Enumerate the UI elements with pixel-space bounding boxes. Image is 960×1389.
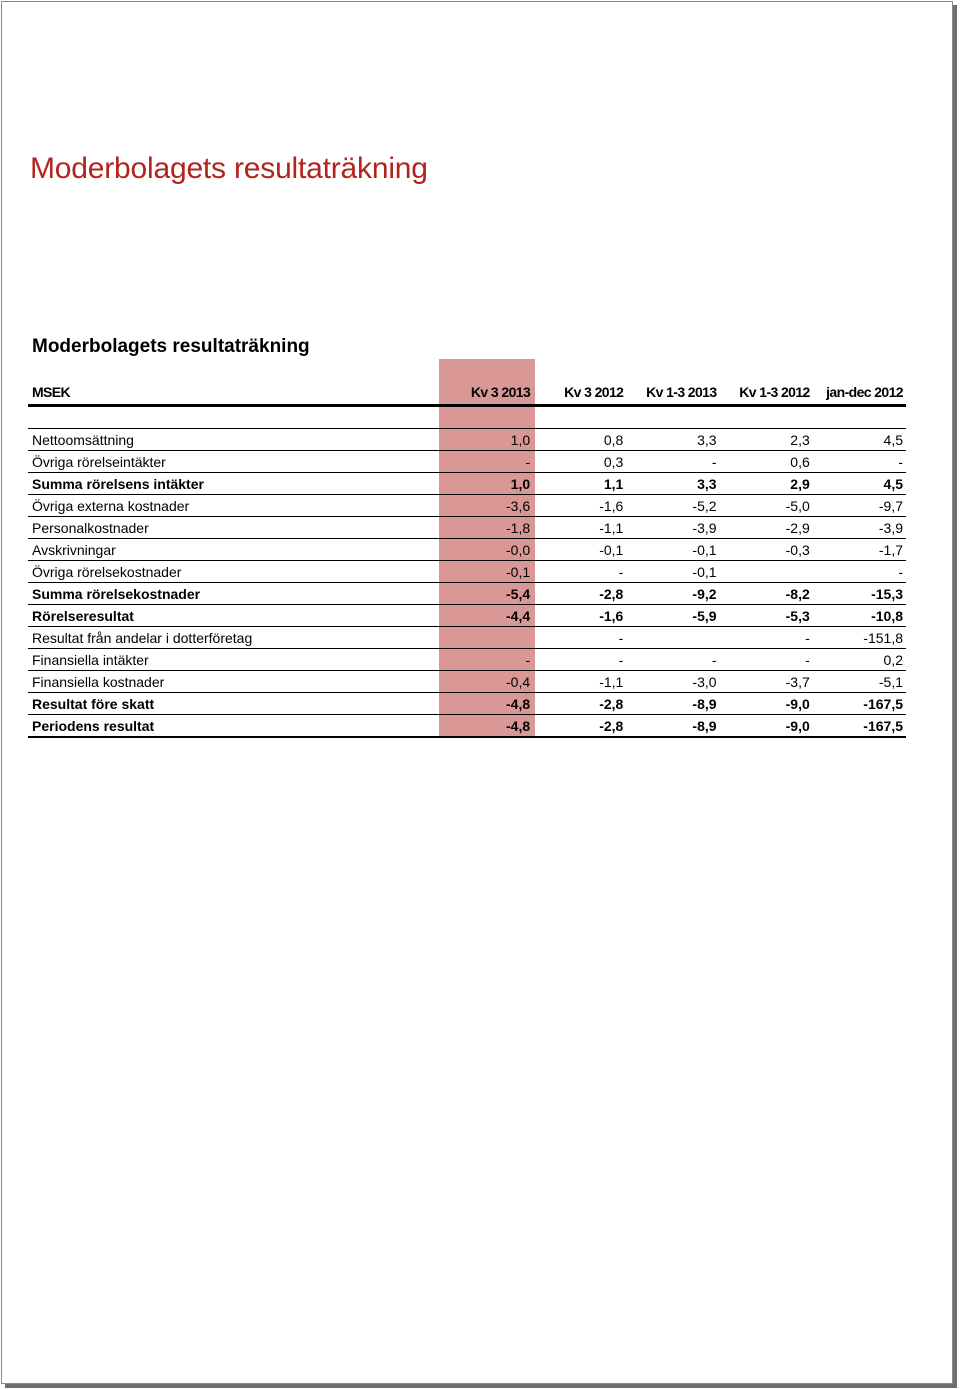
row-value: -1,6	[533, 605, 626, 627]
row-value: -2,8	[533, 715, 626, 738]
row-label: Finansiella kostnader	[28, 671, 440, 693]
row-value: 3,3	[626, 429, 719, 451]
row-label: Övriga rörelsekostnader	[28, 561, 440, 583]
column-header: Kv 1-3 2013	[626, 380, 719, 406]
row-value: -0,4	[440, 671, 533, 693]
row-value: -	[813, 561, 906, 583]
table-row	[28, 649, 906, 671]
row-value: -	[813, 451, 906, 473]
table-row	[28, 561, 906, 583]
row-value: -167,5	[813, 715, 906, 738]
table-row	[28, 517, 906, 539]
row-value: 1,0	[440, 473, 533, 495]
row-value: -8,9	[626, 693, 719, 715]
row-value: -0,3	[720, 539, 813, 561]
row-value: 0,8	[533, 429, 626, 451]
row-label: Övriga externa kostnader	[28, 495, 440, 517]
row-value: 1,1	[533, 473, 626, 495]
table-title: Moderbolagets resultaträkning	[32, 336, 310, 357]
row-value: 2,3	[720, 429, 813, 451]
row-value: -	[440, 451, 533, 473]
row-value: -4,4	[440, 605, 533, 627]
row-value: -8,9	[626, 715, 719, 738]
row-value: -1,8	[440, 517, 533, 539]
row-value: -10,8	[813, 605, 906, 627]
row-value: -5,3	[720, 605, 813, 627]
row-value: 1,0	[440, 429, 533, 451]
row-value: -	[720, 627, 813, 649]
row-value: -0,1	[626, 539, 719, 561]
row-value	[440, 627, 533, 649]
column-header: Kv 3 2012	[533, 380, 626, 406]
table-row	[28, 473, 906, 495]
row-label: Personalkostnader	[28, 517, 440, 539]
row-value	[720, 561, 813, 583]
row-value: 4,5	[813, 429, 906, 451]
table-row	[28, 429, 906, 451]
row-value: -0,1	[440, 561, 533, 583]
column-header: Kv 1-3 2012	[720, 380, 813, 406]
spacer-row	[28, 406, 906, 429]
income-statement-table	[28, 380, 906, 738]
table-row	[28, 605, 906, 627]
row-value: -2,8	[533, 583, 626, 605]
table-header-row	[28, 380, 906, 406]
row-value: -8,2	[720, 583, 813, 605]
table-row	[28, 693, 906, 715]
unit-label: MSEK	[28, 380, 440, 406]
row-value: -9,0	[720, 715, 813, 738]
row-value: -	[533, 649, 626, 671]
row-value: -15,3	[813, 583, 906, 605]
row-value: -	[533, 627, 626, 649]
table-row	[28, 495, 906, 517]
row-value: -1,1	[533, 671, 626, 693]
table-row	[28, 627, 906, 649]
row-value: 2,9	[720, 473, 813, 495]
table-row	[28, 539, 906, 561]
row-value: -0,1	[533, 539, 626, 561]
row-value: -9,2	[626, 583, 719, 605]
row-value: -151,8	[813, 627, 906, 649]
row-value: 3,3	[626, 473, 719, 495]
table-body	[28, 406, 906, 738]
row-label: Summa rörelsekostnader	[28, 583, 440, 605]
row-value: -5,4	[440, 583, 533, 605]
row-value: -9,0	[720, 693, 813, 715]
row-label: Periodens resultat	[28, 715, 440, 738]
table-row	[28, 583, 906, 605]
row-value: -5,1	[813, 671, 906, 693]
row-label: Rörelseresultat	[28, 605, 440, 627]
row-label: Avskrivningar	[28, 539, 440, 561]
row-value: -1,1	[533, 517, 626, 539]
row-value: -3,9	[813, 517, 906, 539]
row-value: -1,6	[533, 495, 626, 517]
table-row	[28, 671, 906, 693]
row-value	[626, 627, 719, 649]
row-label: Övriga rörelseintäkter	[28, 451, 440, 473]
row-label: Resultat före skatt	[28, 693, 440, 715]
row-value: -	[533, 561, 626, 583]
row-label: Summa rörelsens intäkter	[28, 473, 440, 495]
row-value: -1,7	[813, 539, 906, 561]
column-header: jan-dec 2012	[813, 380, 906, 406]
row-value: -5,9	[626, 605, 719, 627]
page-title: Moderbolagets resultaträkning	[30, 152, 428, 185]
row-value: 0,3	[533, 451, 626, 473]
row-value: -2,9	[720, 517, 813, 539]
row-value: -5,2	[626, 495, 719, 517]
row-value: -3,7	[720, 671, 813, 693]
row-value: -	[720, 649, 813, 671]
row-value: -	[626, 451, 719, 473]
row-value: 0,6	[720, 451, 813, 473]
row-value: -	[440, 649, 533, 671]
row-value: -	[626, 649, 719, 671]
table-row	[28, 715, 906, 738]
row-value: -4,8	[440, 693, 533, 715]
row-label: Resultat från andelar i dotterföretag	[28, 627, 440, 649]
row-value: -2,8	[533, 693, 626, 715]
row-value: -167,5	[813, 693, 906, 715]
row-value: 0,2	[813, 649, 906, 671]
row-value: -0,1	[626, 561, 719, 583]
row-value: -3,9	[626, 517, 719, 539]
row-value: 4,5	[813, 473, 906, 495]
row-label: Nettoomsättning	[28, 429, 440, 451]
column-header: Kv 3 2013	[440, 380, 533, 406]
row-value: -9,7	[813, 495, 906, 517]
row-value: -5,0	[720, 495, 813, 517]
row-value: -4,8	[440, 715, 533, 738]
row-label: Finansiella intäkter	[28, 649, 440, 671]
row-value: -3,6	[440, 495, 533, 517]
table-row	[28, 451, 906, 473]
row-value: -0,0	[440, 539, 533, 561]
row-value: -3,0	[626, 671, 719, 693]
